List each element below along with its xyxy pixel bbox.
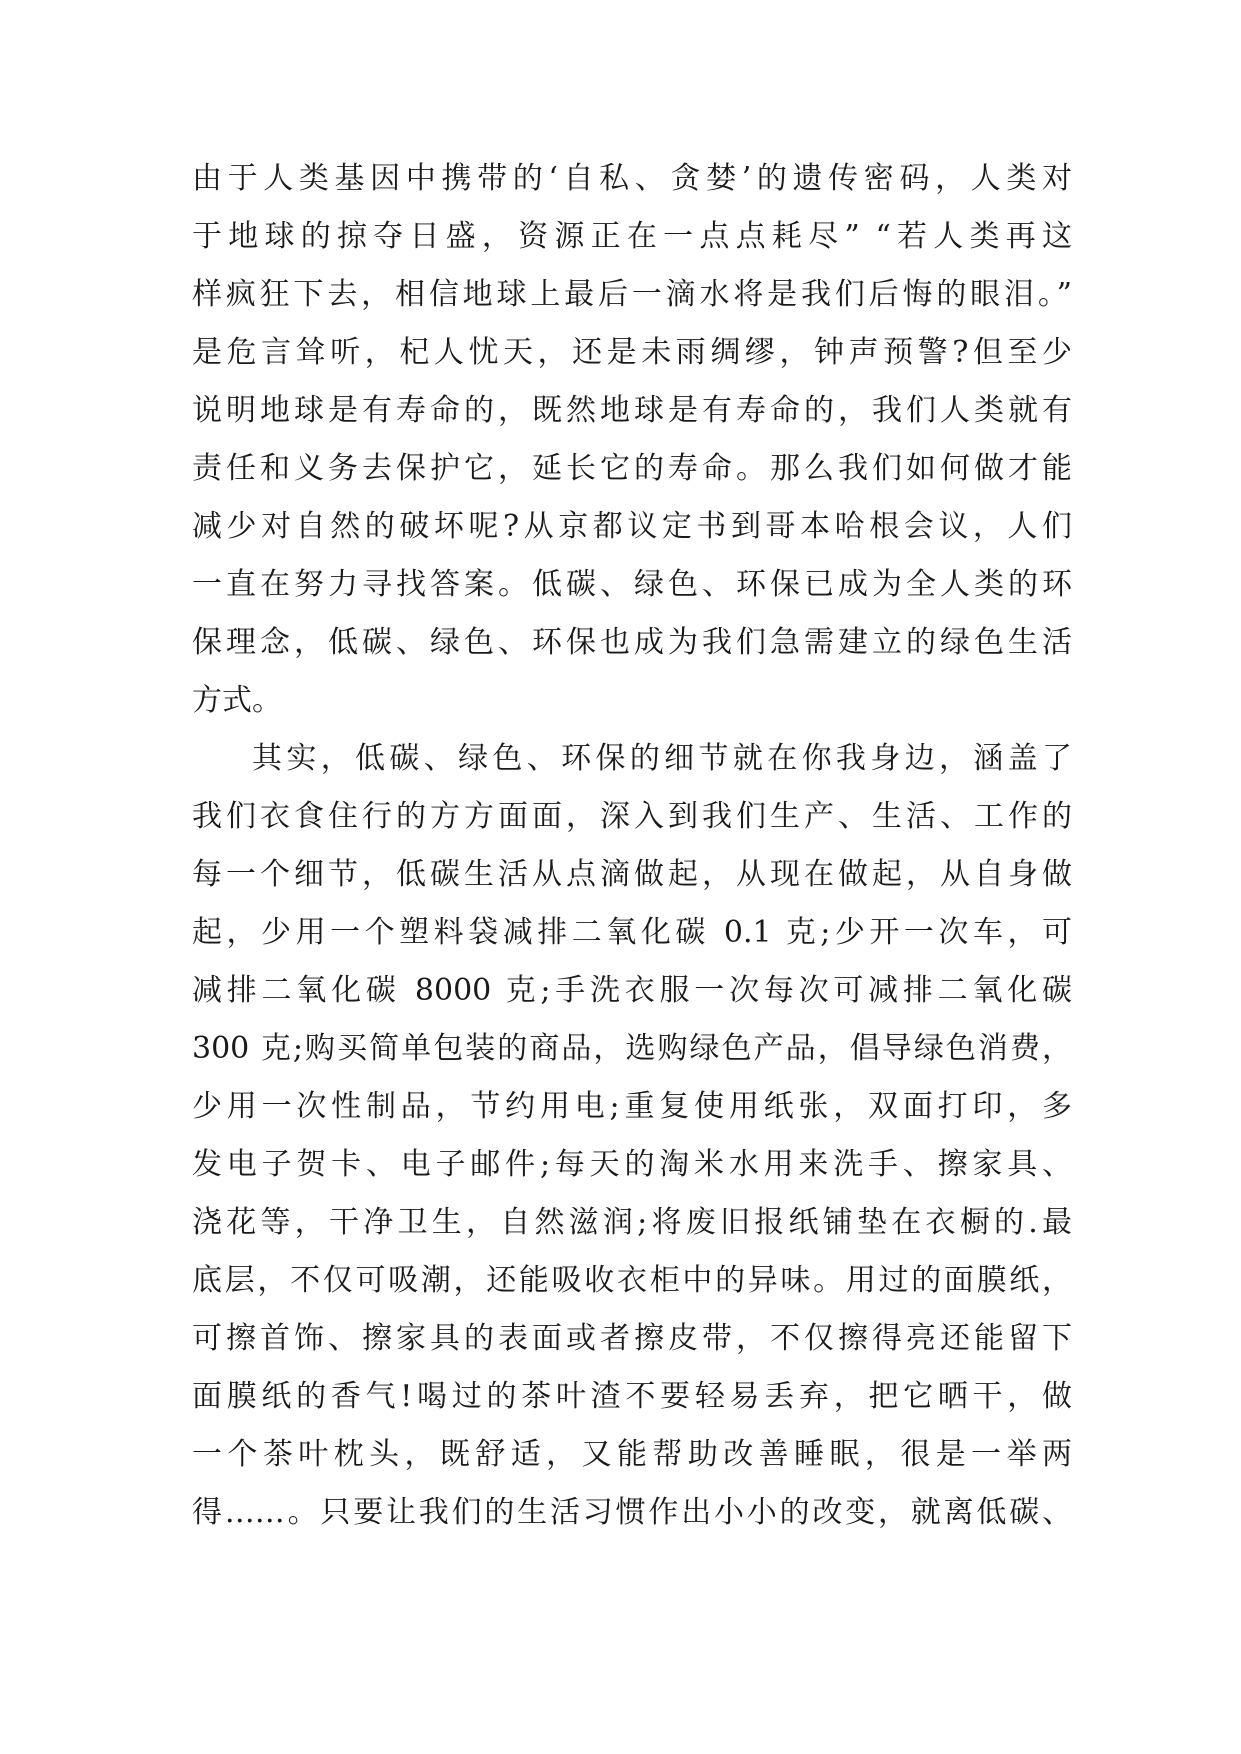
text-line: 一个茶叶枕头，既舒适，又能帮助改善睡眠，很是一举两: [192, 1437, 1072, 1472]
text-line: 由于人类基因中携带的‘自私、贪婪’的遗传密码，人类对: [192, 161, 1072, 196]
text-line: 发电子贺卡、电子邮件;每天的淘米水用来洗手、擦家具、: [192, 1147, 1072, 1182]
text-line: 于地球的掠夺日盛，资源正在一点点耗尽” “若人类再这: [192, 219, 1072, 254]
text-line: 方式。: [192, 683, 282, 718]
text-line: 我们衣食住行的方方面面，深入到我们生产、生活、工作的: [192, 799, 1072, 834]
text-line: 保理念，低碳、绿色、环保也成为我们急需建立的绿色生活: [192, 625, 1072, 660]
text-line: 样疯狂下去，相信地球上最后一滴水将是我们后悔的眼泪。”: [192, 277, 1072, 312]
text-line: 责任和义务去保护它，延长它的寿命。那么我们如何做才能: [192, 451, 1072, 486]
text-line: 面膜纸的香气!喝过的茶叶渣不要轻易丢弃，把它晒干，做: [192, 1379, 1072, 1414]
text-line: 减少对自然的破坏呢?从京都议定书到哥本哈根会议，人们: [192, 509, 1072, 544]
text-line: 可擦首饰、擦家具的表面或者擦皮带，不仅擦得亮还能留下: [192, 1321, 1072, 1356]
text-line: 减排二氧化碳 8000 克;手洗衣服一次每次可减排二氧化碳: [192, 973, 1072, 1008]
body-text: [192, 150, 1072, 1542]
text-line: 300 克;购买简单包装的商品，选购绿色产品，倡导绿色消费，: [192, 1031, 1072, 1066]
text-line: 说明地球是有寿命的，既然地球是有寿命的，我们人类就有: [192, 393, 1072, 428]
text-line: 浇花等，干净卫生，自然滋润;将废旧报纸铺垫在衣橱的.最: [192, 1205, 1072, 1240]
text-line: 是危言耸听，杞人忧天，还是未雨绸缪，钟声预警?但至少: [192, 335, 1072, 370]
paragraph-first-line: 其实，低碳、绿色、环保的细节就在你我身边，涵盖了: [252, 741, 1072, 776]
text-line: 每一个细节，低碳生活从点滴做起，从现在做起，从自身做: [192, 857, 1072, 892]
text-line: 底层，不仅可吸潮，还能吸收衣柜中的异味。用过的面膜纸，: [192, 1263, 1072, 1298]
text-line: 一直在努力寻找答案。低碳、绿色、环保已成为全人类的环: [192, 567, 1072, 602]
text-line: 起，少用一个塑料袋减排二氧化碳 0.1 克;少开一次车，可: [192, 915, 1072, 950]
text-line: 得……。只要让我们的生活习惯作出小小的改变，就离低碳、: [192, 1495, 1072, 1530]
text-line: 少用一次性制品，节约用电;重复使用纸张，双面打印，多: [192, 1089, 1072, 1124]
